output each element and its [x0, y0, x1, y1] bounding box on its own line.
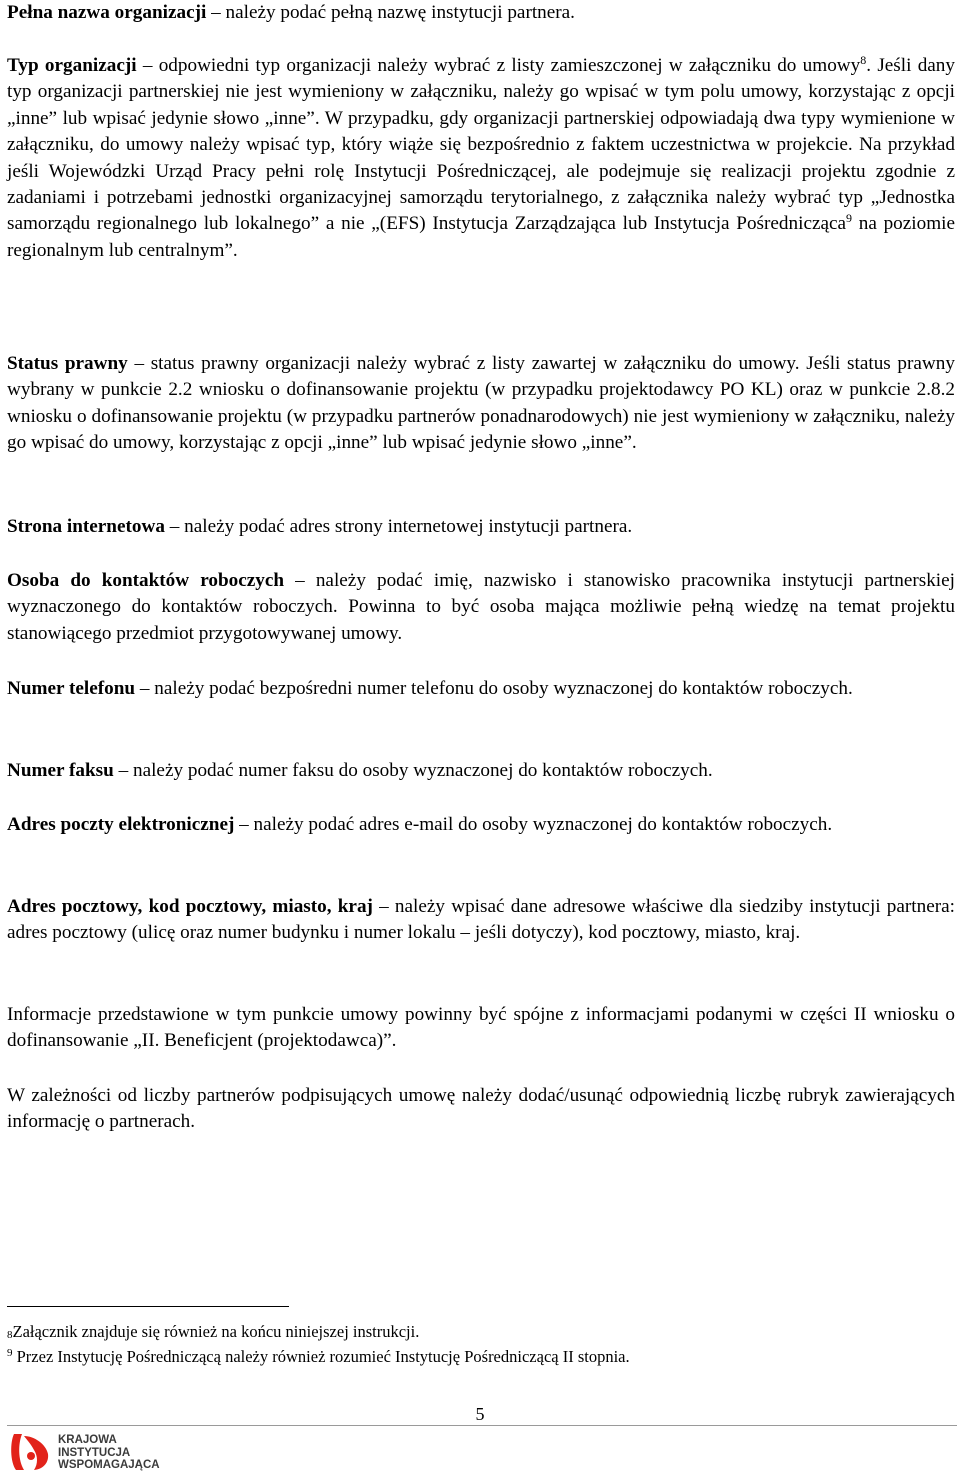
desc-fax: – należy podać numer faksu do osoby wyznaczonej do kontaktów roboczych.	[113, 760, 713, 781]
kiw-logo	[8, 1432, 178, 1474]
term-postal-address: Adres pocztowy, kod pocztowy, miasto, kraj	[7, 896, 373, 917]
term-website: Strona internetowa	[7, 516, 165, 537]
term-phone: Numer telefonu	[7, 678, 136, 699]
page-number: 5	[475, 1404, 485, 1424]
footer-divider	[7, 1425, 957, 1426]
footnote-9	[7, 1347, 630, 1367]
term-fax: Numer faksu	[7, 760, 114, 781]
paragraph-full-name	[7, 0, 575, 26]
footnote-text: Załącznik znajduje się również na końcu niniejszej instrukcji.	[12, 1322, 420, 1341]
paragraph-consistency-note: Informacje przedstawione w tym punkcie umowy powinny być spójne z informacjami podanymi w części II wniosku o dofinansowanie „II. Beneficjent (projektodawca)”.	[7, 1004, 955, 1052]
kiw-logo-icon	[8, 1432, 54, 1472]
desc-contact-person: – należy podać imię, nazwisko i stanowisko pracownika instytucji partnerskiej wyznaczonego do kontaktów roboczych. Powinna to być osoba mająca możliwie pełną wiedzę na temat projektu stanowiącego przedmiot przygotowywanej umowy.	[7, 570, 955, 644]
paragraph-email	[7, 812, 832, 838]
footnote-number: 9	[7, 1347, 13, 1359]
desc-website: – należy podać adres strony internetowej instytucji partnera.	[164, 516, 633, 537]
paragraph-fax	[7, 758, 713, 784]
desc-org-type-c: na poziomie regionalnym lub centralnym”.	[7, 213, 955, 261]
desc-legal-status: – status prawny organizacji należy wybrać z listy zawartej w załączniku do umowy. Jeśli status prawny wybrany w punkcie 2.2 wniosku o dofinansowanie projektu (w przypadku projektodawcy PO KL) oraz w punkcie 2.8.2 wniosku o dofinansowanie projektu (w przypadku partnerów ponadnarodowych) nie jest wymieniony w załączniku, należy go wpisać do umowy, korzystając z opcji „inne” lub wpisać jedynie słowo „inne”.	[7, 353, 955, 454]
term-contact-person: Osoba do kontaktów roboczych	[7, 570, 285, 591]
logo-line-3: WSPOMAGAJĄCA	[58, 1459, 160, 1471]
footnote-text: Przez Instytucję Pośredniczącą należy również rozumieć Instytucję Pośredniczącą II stopnia.	[12, 1347, 630, 1366]
paragraph-legal-status	[7, 351, 955, 457]
desc-email: – należy podać adres e-mail do osoby wyznaczonej do kontaktów roboczych.	[234, 814, 833, 835]
desc-phone: – należy podać bezpośredni numer telefonu do osoby wyznaczonej do kontaktów roboczych.	[135, 678, 853, 699]
paragraph-phone	[7, 676, 853, 702]
paragraph-org-type	[7, 53, 955, 264]
desc-full-name: – należy podać pełną nazwę instytucji partnera.	[206, 2, 575, 23]
footnote-number: 8	[7, 1329, 13, 1341]
paragraph-website	[7, 514, 632, 540]
footnote-ref-8[interactable]: 8	[860, 53, 867, 67]
paragraph-partners-note: W zależności od liczby partnerów podpisujących umowę należy dodać/usunąć odpowiednią liczbę rubryk zawierających informację o partnerach.	[7, 1085, 955, 1133]
footnote-8	[7, 1322, 419, 1342]
footnote-separator	[7, 1306, 289, 1307]
desc-postal-address: – należy wpisać dane adresowe właściwe dla siedziby instytucji partnera: adres pocztowy (ulicę oraz numer budynku i numer lokalu – jeśli dotyczy), kod pocztowy, miasto, kraj.	[7, 896, 955, 944]
desc-org-type-a: – odpowiedni typ organizacji należy wybrać z listy zamieszczonej w załączniku do umowy	[136, 55, 861, 76]
footnote-ref-9[interactable]: 9	[846, 211, 853, 226]
logo-line-2: INSTYTUCJA	[58, 1446, 131, 1459]
term-legal-status: Status prawny	[7, 353, 128, 374]
desc-org-type-b: . Jeśli dany typ organizacji partnerskiej nie jest wymieniony w załączniku, należy go wpisać w tym polu umowy, korzystając z opcji „inne” lub wpisać jedynie słowo „inne”. W przypadku, gdy organizacji partnerskiej odpowiadają dwa typy wymienione w załączniku, do umowy należy wpisać typ, który wiąże się bezpośrednio z faktem uczestnictwa w projekcie. Na przykład jeśli Wojewódzki Urząd Pracy pełni rolę Instytucji Pośredniczącej, ale podejmuje się realizacji projektu zgodnie z zadaniami i potrzebami jednostki organizacyjnej samorządu terytorialnego, z załącznika należy wybrać typ „Jednostka samorządu regionalnego lub lokalnego” a nie „(EFS) Instytucja Zarządzająca lub Instytucja Pośrednicząca	[7, 55, 955, 235]
term-org-type: Typ organizacji	[7, 55, 137, 76]
paragraph-contact-person	[7, 568, 955, 647]
paragraph-postal-address	[7, 894, 955, 947]
logo-line-1: KRAJOWA	[58, 1434, 117, 1446]
term-email: Adres poczty elektronicznej	[7, 814, 235, 835]
term-full-name: Pełna nazwa organizacji	[7, 2, 207, 23]
